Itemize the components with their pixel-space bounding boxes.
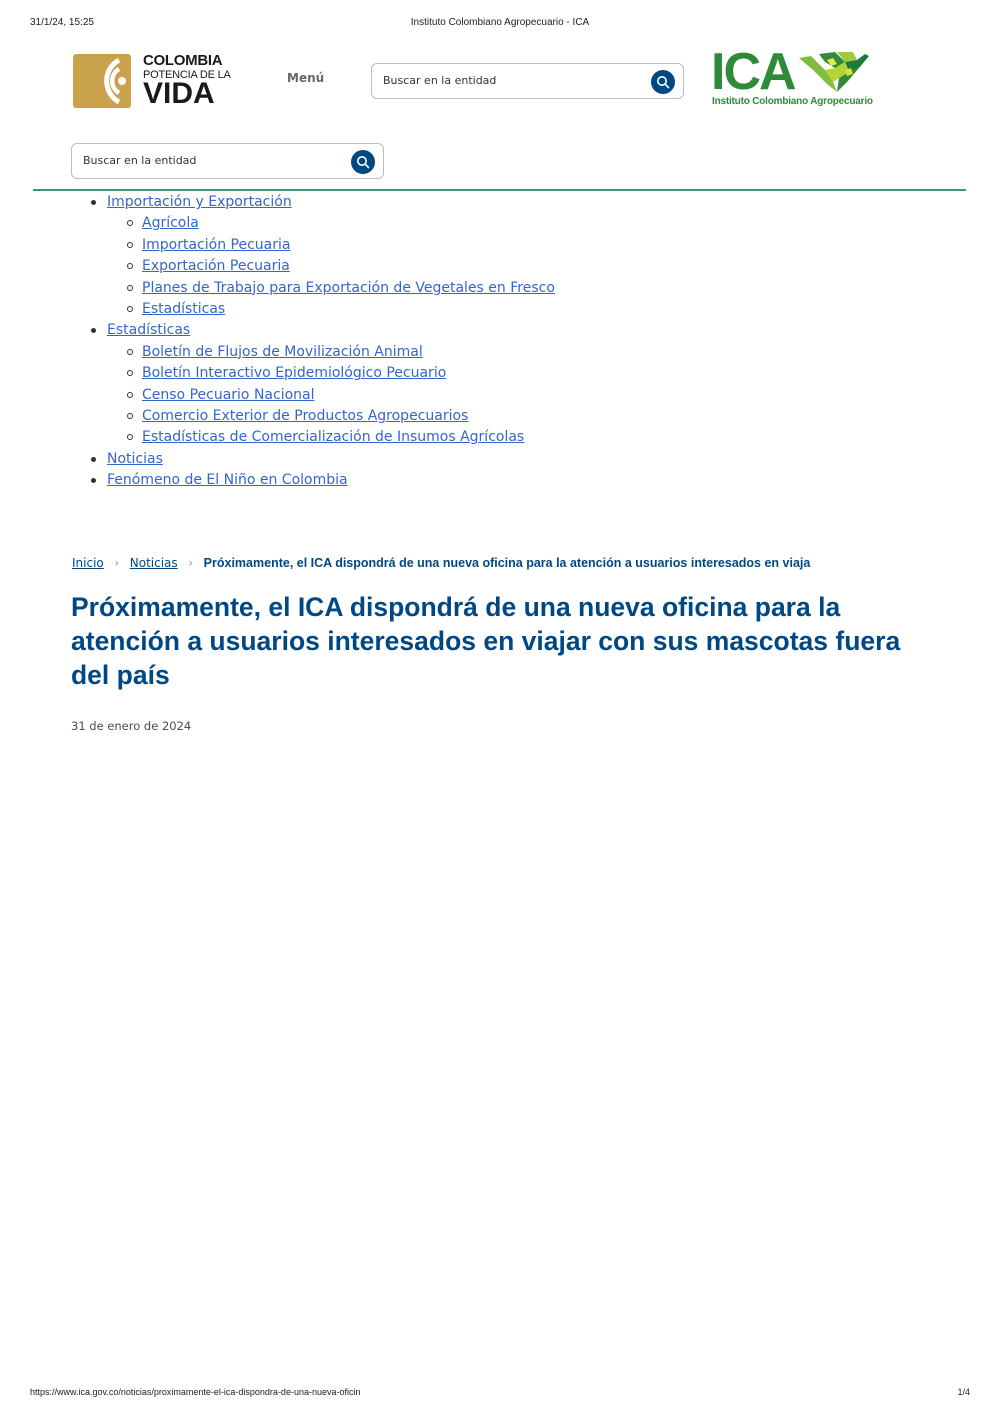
nav-link-importacion-exportacion[interactable]: Importación y Exportación xyxy=(107,194,292,210)
nav-subitem xyxy=(90,299,555,320)
header-search xyxy=(371,63,684,99)
secondary-search-button[interactable] xyxy=(351,150,375,174)
nav-bullet xyxy=(127,434,133,440)
ica-logo[interactable] xyxy=(711,43,873,110)
nav-link-comercio-exterior[interactable]: Comercio Exterior de Productos Agropecuarios xyxy=(142,408,469,425)
nav-subitem xyxy=(90,363,555,384)
article-date: 31 de enero de 2024 xyxy=(71,719,192,733)
nav-subitem xyxy=(90,342,555,363)
nav-link-estadisticas[interactable]: Estadísticas xyxy=(107,322,191,339)
nav-link-estadisticas-comercio[interactable]: Estadísticas xyxy=(142,301,226,318)
nav-bullet xyxy=(91,457,96,462)
nav-subitem xyxy=(90,406,555,427)
nav-bullet xyxy=(91,328,96,333)
logo-text-colombia: COLOMBIA xyxy=(143,52,223,69)
nav-link-boletin-epidemiologico[interactable]: Boletín Interactivo Epidemiológico Pecuario xyxy=(142,365,447,382)
logo-text-vida: VIDA xyxy=(143,77,215,110)
ica-logo-subtitle: Instituto Colombiano Agropecuario xyxy=(712,96,873,107)
print-page-title: Instituto Colombiano Agropecuario - ICA xyxy=(410,17,590,28)
breadcrumb xyxy=(72,556,810,570)
nav-subitem xyxy=(90,256,555,277)
breadcrumb-home-link[interactable]: Inicio xyxy=(72,556,104,570)
nav-link-importacion-pecuaria[interactable]: Importación Pecuaria xyxy=(142,236,291,253)
main-navigation xyxy=(90,192,555,492)
nav-item xyxy=(90,470,555,491)
chevron-right-icon: › xyxy=(114,556,120,570)
print-page-number: 1/4 xyxy=(957,1387,970,1397)
nav-bullet xyxy=(127,242,133,248)
ica-leaf-mosaic-icon xyxy=(799,52,869,94)
nav-subitem xyxy=(90,213,555,234)
breadcrumb-current: Próximamente, el ICA dispondrá de una nueva oficina para la atención a usuarios interesados en viaja xyxy=(203,556,811,570)
nav-subitem xyxy=(90,427,555,448)
nav-link-insumos-agricolas[interactable]: Estadísticas de Comercialización de Insumos Agrícolas xyxy=(142,429,525,446)
breadcrumb-section-link[interactable]: Noticias xyxy=(129,556,178,570)
nav-subitem xyxy=(90,278,555,299)
search-icon xyxy=(356,155,370,169)
nav-link-exportacion-pecuaria[interactable]: Exportación Pecuaria xyxy=(142,258,290,275)
nav-link-censo-pecuario[interactable]: Censo Pecuario Nacional xyxy=(142,386,315,403)
ica-logo-letters: ICA xyxy=(711,43,795,101)
nav-link-planes-de-trabajo[interactable]: Planes de Trabajo para Exportación de Vegetales en Fresco xyxy=(142,279,555,296)
nav-item xyxy=(90,192,555,213)
nav-subitem xyxy=(90,385,555,406)
nav-bullet xyxy=(91,478,96,483)
header-search-input[interactable]: Buscar en la entidad xyxy=(383,74,497,87)
secondary-search-input[interactable]: Buscar en la entidad xyxy=(83,154,197,167)
nav-bullet xyxy=(91,200,96,205)
header-divider xyxy=(33,189,966,191)
menu-button[interactable]: Menú xyxy=(287,71,325,85)
print-url: https://www.ica.gov.co/noticias/proximamente-el-ica-dispondra-de-una-nueva-oficin xyxy=(30,1387,361,1397)
nav-bullet xyxy=(127,306,133,312)
nav-bullet xyxy=(127,370,133,376)
print-datetime: 31/1/24, 15:25 xyxy=(30,17,94,28)
nav-link-noticias[interactable]: Noticias xyxy=(107,450,163,467)
nav-item xyxy=(90,320,555,341)
nav-subitem xyxy=(90,235,555,256)
nav-bullet xyxy=(127,220,133,226)
nav-item xyxy=(90,449,555,470)
nav-bullet xyxy=(127,413,133,419)
logo-text-potencia: POTENCIA DE LA xyxy=(143,69,231,81)
nav-bullet xyxy=(127,392,133,398)
chevron-right-icon: › xyxy=(188,556,194,570)
article-title: Próximamente, el ICA dispondrá de una nueva oficina para la atención a usuarios interesados en viajar con sus mascotas fuera del país xyxy=(71,592,901,690)
nav-link-fenomeno-el-nino[interactable]: Fenómeno de El Niño en Colombia xyxy=(107,472,348,489)
nav-bullet xyxy=(127,263,133,269)
nav-bullet xyxy=(127,349,133,355)
colombia-potencia-de-la-vida-logo[interactable] xyxy=(73,52,233,112)
nav-link-agricola[interactable]: Agrícola xyxy=(142,215,199,232)
nav-bullet xyxy=(127,285,133,291)
secondary-search xyxy=(71,143,384,179)
header-search-button[interactable] xyxy=(651,70,675,94)
colombia-logo-mark-icon xyxy=(73,54,131,108)
search-icon xyxy=(656,75,670,89)
nav-link-boletin-flujos[interactable]: Boletín de Flujos de Movilización Animal xyxy=(142,343,423,360)
